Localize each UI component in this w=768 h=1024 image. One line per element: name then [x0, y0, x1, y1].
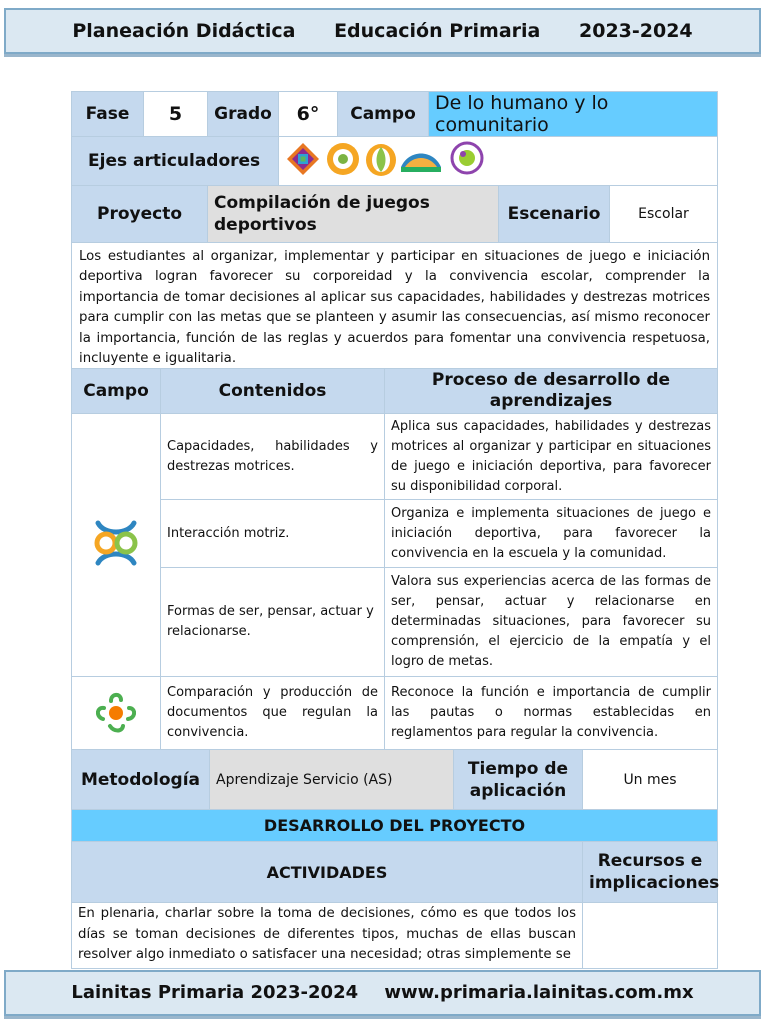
header-year: 2023-2024 — [579, 20, 693, 42]
footer-url: www.primaria.lainitas.com.mx — [384, 982, 694, 1003]
info-table — [71, 91, 718, 374]
etica-naturaleza-icon — [96, 689, 136, 733]
proyecto-label: Proyecto — [72, 186, 208, 243]
table-row — [161, 414, 385, 500]
footer-banner — [4, 970, 761, 1016]
pensamiento-critico-icon — [327, 143, 359, 175]
proceso-cell: Organiza e implementa situaciones de juego e iniciación deportiva, para favorecer la convivencia en la escuela y la comunidad. — [391, 505, 711, 561]
contenido-cell: Capacidades, habilidades y destrezas motrices. — [167, 438, 378, 474]
activity-cell — [72, 903, 583, 969]
desarrollo-table — [71, 749, 718, 969]
inclusion-icon — [287, 143, 319, 175]
proceso-cell: Aplica sus capacidades, habilidades y destrezas motrices al organizar y participar en situaciones de juego e iniciación deportiva, para favorecer su disponibilidad corporal. — [391, 418, 711, 494]
artes-icon — [452, 143, 482, 173]
metodologia-value: Aprendizaje Servicio (AS) — [210, 750, 454, 810]
footer-brand: Lainitas Primaria 2023-2024 — [71, 982, 359, 1003]
header-banner — [4, 8, 761, 54]
contents-table — [71, 368, 718, 750]
proceso-header: Proceso de desarrollo de aprendizajes — [385, 369, 718, 414]
table-row — [161, 568, 385, 677]
campo-label: Campo — [338, 92, 429, 137]
ejes-label: Ejes articuladores — [72, 137, 279, 186]
grado-label: Grado — [208, 92, 279, 137]
table-row-proceso — [385, 568, 718, 677]
ejes-icons — [279, 137, 718, 186]
actividades-header: ACTIVIDADES — [72, 842, 583, 903]
metodologia-label: Metodología — [72, 750, 210, 810]
fase-value: 5 — [144, 92, 208, 137]
recursos-cell — [583, 903, 718, 969]
desarrollo-title: DESARROLLO DEL PROYECTO — [72, 810, 718, 842]
fase-label: Fase — [72, 92, 144, 137]
interculturalidad-icon — [366, 144, 396, 176]
contenido-cell: Formas de ser, pensar, actuar y relacionarse. — [167, 604, 374, 639]
campo-value: De lo humano y lo comunitario — [429, 92, 718, 137]
proceso-cell: Reconoce la función e importancia de cumplir las pautas o normas establecidas en reglamentos para regular la convivencia. — [391, 685, 711, 740]
table-row-proceso — [385, 677, 718, 750]
escenario-value: Escolar — [610, 186, 718, 243]
proceso-cell: Valora sus experiencias acerca de las formas de ser, pensar, actuar y relacionarse en determinadas situaciones, para favorecer su comprensión, el ejercicio de la empatía y el logro de metas. — [391, 574, 711, 669]
campo-icon-cell-2 — [72, 677, 161, 750]
table-row — [161, 500, 385, 568]
contenido-cell: Interacción motriz. — [167, 525, 290, 541]
tiempo-value: Un mes — [583, 750, 718, 810]
campo-header: Campo — [72, 369, 161, 414]
header-level: Educación Primaria — [334, 20, 541, 42]
table-row-proceso — [385, 500, 718, 568]
activity-text: En plenaria, charlar sobre la toma de decisiones, cómo es que todos los días se toman decisiones de diferentes tipos, muchas de ellas buscan resolver algo inmediato o satisfacer una necesidad; otras simplemente se — [78, 906, 576, 962]
recursos-header: Recursos e implicaciones — [583, 842, 718, 903]
project-description: Los estudiantes al organizar, implementar y participar en situaciones de juego e iniciación deportiva logran favorecer su corporeidad y la convivencia escolar, comprender la importancia de tomar decisiones al aplicar sus capacidades, habilidades y destrezas motrices para cumplir con las metas que se planteen y asumir las consecuencias, así mismo reconocer la importancia, función de las reglas y acuerdos para fomentar una convivencia respetuosa, incluyente e igualitaria. — [72, 243, 718, 374]
proyecto-value: Compilación de juegos deportivos — [208, 186, 499, 243]
contenido-cell: Comparación y producción de documentos que regulan la convivencia. — [167, 685, 378, 740]
ejes-icons-strip — [283, 139, 493, 179]
campo-icon-cell-1 — [72, 414, 161, 677]
vida-saludable-icon — [401, 154, 441, 173]
table-row — [161, 677, 385, 750]
escenario-label: Escenario — [499, 186, 610, 243]
table-row-proceso — [385, 414, 718, 500]
humano-comunitario-icon — [90, 517, 142, 569]
tiempo-label: Tiempo de aplicación — [454, 750, 583, 810]
header-title: Planeación Didáctica — [72, 20, 296, 42]
contenidos-header: Contenidos — [161, 369, 385, 414]
grado-value: 6° — [279, 92, 338, 137]
